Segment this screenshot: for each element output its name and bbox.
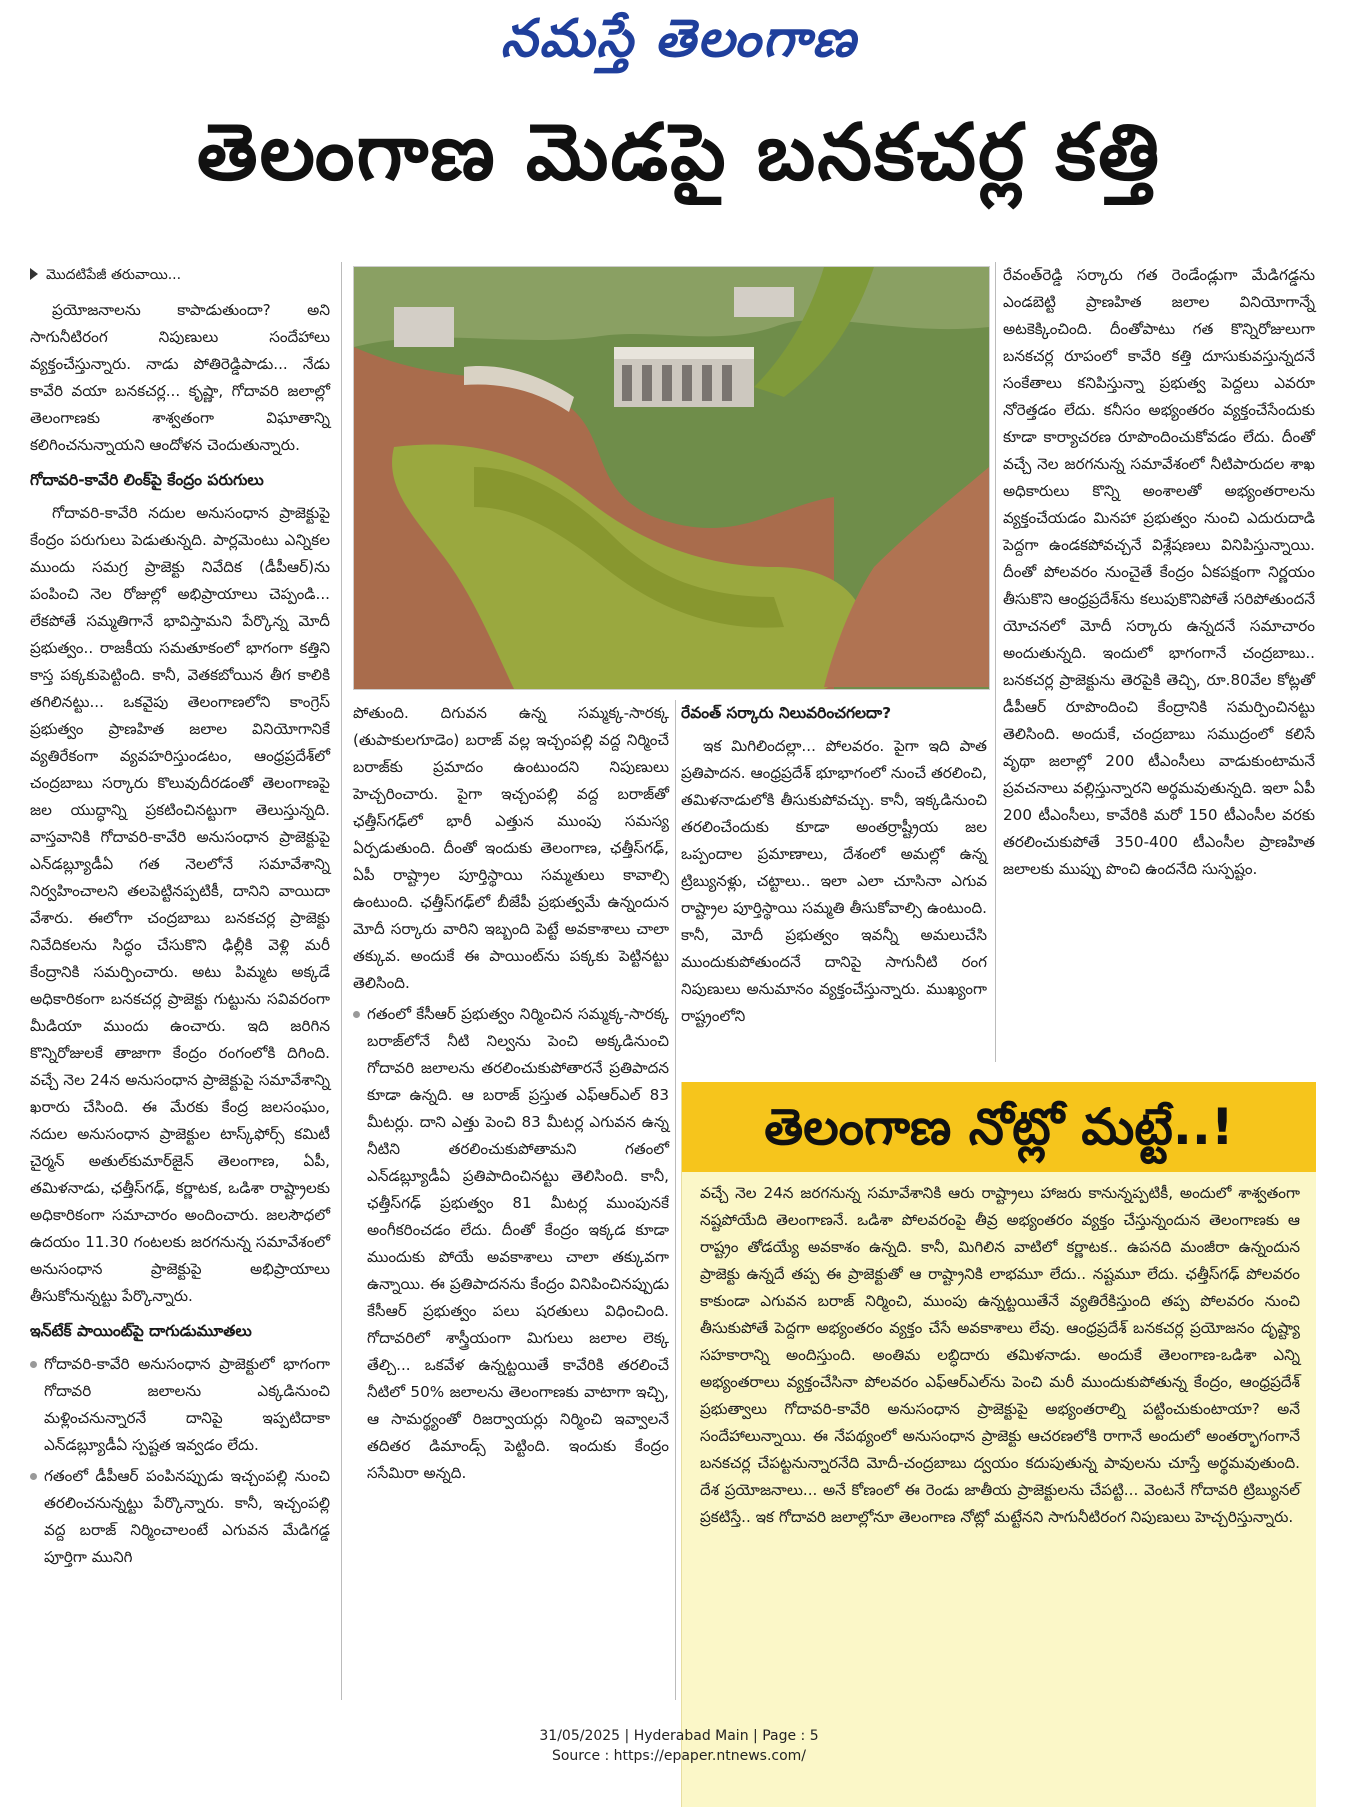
column-2: [353, 700, 669, 1491]
barrage-photo: [353, 266, 990, 690]
bullet-paragraph: గోదావరి-కావేరి అనుసంధాన ప్రాజెక్టులో భాగంగా గోదావరి జలాలను ఎక్కడినుంచి మళ్లించనున్నారనే దానిపై ఇప్పటిదాకా ఎన్‌డబ్ల్యూడీఏ స్పష్టత ఇవ్వడం లేదు.: [30, 1351, 330, 1459]
bullet-paragraph: గతంలో కేసీఆర్ ప్రభుత్వం నిర్మించిన సమ్మక్క-సారక్క బరాజ్‌లోనే నీటి నిల్వను పెంచి అక్కడినుంచి గోదావరి జలాలను తరలించుకుపోతారనే ప్రతిపాదన కూడా ఉన్నది. ఆ బరాజ్ ప్రస్తుత ఎఫ్ఆర్ఎల్ 83 మీటర్లు. దాని ఎత్తు పెంచి 83 మీటర్ల ఎగువన ఉన్న నీటిని తరలించుకుపోతామని గతంలో ఎన్‌డబ్ల్యూడీఏ ప్రతిపాదించినట్టు తెలిసింది. కానీ, ఛత్తీస్‌గఢ్ ప్రభుత్వం 81 మీటర్ల ముంపునకే అంగీకరించడం లేదు. దీంతో కేంద్రం ఇక్కడ కూడా ముందుకు పోయే అవకాశాలు చాలా తక్కువగా ఉన్నాయి. ఈ ప్రతిపాదనను కేంద్రం వినిపించినప్పుడు కేసీఆర్ ప్రభుత్వం పలు షరతులు విధించింది. గోదావరిలో శాస్త్రీయంగా మిగులు జలాల లెక్క తేల్చి... ఒకవేళ ఉన్నట్టయితే కావేరికి తరలించే నీటిలో 50% జలాలను తెలంగాణకు వాటాగా ఇచ్చి, ఆ సామర్థ్యంతో రిజర్వాయర్లు నిర్మించి ఇవ్వాలనే తదితర డిమాండ్స్ పెట్టింది. ఇందుకు కేంద్రం ససేమిరా అన్నది.: [353, 1001, 669, 1487]
callout-box: [681, 1082, 1316, 1807]
paragraph: పోతుంది. దిగువన ఉన్న సమ్మక్క-సారక్క (తుపాకులగూడెం) బరాజ్ వల్ల ఇచ్చంపల్లి వద్ద నిర్మించే బరాజ్‌కు ప్రమాదం ఉంటుందని నిపుణులు హెచ్చరించారు. పైగా ఇచ్చంపల్లి వద్ద బరాజ్‌తో ఛత్తీస్‌గఢ్‌లో భారీ ఎత్తున ముంపు సమస్య ఏర్పడుతుంది. దీంతో ఇందుకు తెలంగాణ, ఛత్తీస్‌గఢ్, ఏపీ రాష్ట్రాల పూర్తిస్థాయి సమ్మతులు కావాల్సి ఉంటుంది. ఛత్తీస్‌గఢ్‌లో బీజేపీ ప్రభుత్వమే ఉన్నందున మోదీ సర్కారు వారిని ఇబ్బంది పెట్టే అవకాశాలు చాలా తక్కువ. అందుకే ఈ పాయింట్‌ను పక్కకు పెట్టినట్టు తెలిసింది.: [353, 704, 669, 992]
column-1: [30, 262, 330, 1575]
page-headline: తెలంగాణ మెడపై బనకచర్ల కత్తి: [196, 108, 1162, 198]
subheading: ఇన్‌టేక్ పాయింట్‌పై దాగుడుమూతలు: [30, 1322, 252, 1340]
paragraph: రేవంత్‌రెడ్డి సర్కారు గత రెండేండ్లుగా మేడిగడ్డను ఎండబెట్టి ప్రాణహిత జలాల వినియోగాన్నే అటకెక్కించింది. దీంతోపాటు గత కొన్నిరోజులుగా బనకచర్ల రూపంలో కావేరి కత్తి దూసుకువస్తున్నదనే సంకేతాలు కనిపిస్తున్నా ప్రభుత్వ పెద్దలు ఎవరూ నోరెత్తడం లేదు. కనీసం అభ్యంతరం వ్యక్తంచేసేందుకు కూడా కార్యాచరణ రూపొందించుకోవడం లేదు. దీంతో వచ్చే నెల జరగనున్న సమావేశంలో నీటిపారుదల శాఖ అధికారులు కొన్ని అంశాలతో అభ్యంతరాలను వ్యక్తంచేయడం మినహా ప్రభుత్వం నుంచి ఎదురుదాడి పెద్దగా ఉండకపోవచ్చనే విశ్లేషణలు వినిపిస్తున్నాయి. దీంతో పోలవరం నుంచైతే కేంద్రం ఏకపక్షంగా నిర్ణయం తీసుకొని ఆంధ్రప్రదేశ్‌ను కలుపుకొనిపోతే సరిపోతుందనే యోచనలో మోదీ సర్కారు ఉన్నదనే సమాచారం అందుతున్నది. ఇందులో భాగంగానే చంద్రబాబు.. బనకచర్ల ప్రాజెక్టును తెరపైకి తెచ్చి, రూ.80వేల కోట్లతో డీపీఆర్ రూపొందించి కేంద్రానికి సమర్పించినట్టు తెలిసింది. అందుకే, చంద్రబాబు సముద్రంలో కలిసే వృథా జలాల్లో 200 టీఎంసీలు వాడుకుంటామనే ప్రవచనాలు వల్లిస్తున్నారని అర్థమవుతున్నది. ఇలా ఏపీ 200 టీఎంసీలు, కావేరికి మరో 150 టీఎంసీల వరకు తరలించుకుపోతే 350-400 టీఎంసీల ప్రాణహిత జలాలకు ముప్పు పొంచి ఉందనేది సుస్పష్టం.: [1003, 266, 1315, 878]
kicker-text: మొదటిపేజీ తరువాయి...: [46, 267, 182, 283]
paragraph: గోదావరి-కావేరి నదుల అనుసంధాన ప్రాజెక్టుపై కేంద్రం పరుగులు పెడుతున్నది. పార్లమెంటు ఎన్నికల ముందు సమగ్ర ప్రాజెక్టు నివేదిక (డీపీఆర్)ను పంపించి నెల రోజుల్లో అభిప్రాయాలు చెప్పండి... లేకపోతే సమ్మతిగానే భావిస్తామని పేర్కొన్న మోదీ ప్రభుత్వం.. రాజకీయ సమతూకంలో భాగంగా కత్తిని కాస్త పక్కకుపెట్టింది. కానీ, వెతకబోయిన తీగ కాలికి తగిలినట్టు... ఒకవైపు తెలంగాణలోని కాంగ్రెస్ ప్రభుత్వం ప్రాణహిత జలాల వినియోగానికే వ్యతిరేకంగా వ్యవహరిస్తుండటం, ఆంధ్రప్రదేశ్‌లో చంద్రబాబు సర్కారు కొలువుదీరడంతో తెలంగాణపై జల యుద్ధాన్ని ప్రకటించినట్టుగా తెలుస్తున్నది. వాస్తవానికి గోదావరి-కావేరి అనుసంధాన ప్రాజెక్టుపై ఎన్‌డబ్ల్యూడీఏ గత నెలలోనే సమావేశాన్ని నిర్వహించాలని తలపెట్టినప్పటికీ, దానిని వాయిదా వేశారు. ఈలోగా చంద్రబాబు బనకచర్ల ప్రాజెక్టు నివేదికలను సిద్ధం చేసుకొని ఢిల్లీకి వెళ్లి మరీ కేంద్రానికి సమర్పించారు. అటు పిమ్మట అక్కడే అధికారికంగా బనకచర్ల ప్రాజెక్టు గుట్టును సవివరంగా మీడియా ముందు ఉంచారు. ఇది జరిగిన కొన్నిరోజులకే తాజాగా కేంద్రం రంగంలోకి దిగింది. వచ్చే నెల 24న అనుసంధాన ప్రాజెక్టుపై సమావేశాన్ని ఖరారు చేసింది. ఈ మేరకు కేంద్ర జలసంఘం, నదుల అనుసంధాన ప్రాజెక్టుల టాస్క్‌ఫోర్స్ కమిటీ చైర్మన్ అతుల్‌కుమార్‌జైన్ తెలంగాణ, ఏపీ, తమిళనాడు, ఛత్తీస్‌గఢ్, కర్ణాటక, ఒడిశా రాష్ట్రాలకు అధికారికంగా సమాచారం అందించారు. జలసౌధలో ఉదయం 11.30 గంటలకు జరగనున్న సమావేశంలో అనుసంధాన ప్రాజెక్టుపై అభిప్రాయాలు తీసుకోనున్నట్టు పేర్కొన్నారు.: [30, 504, 330, 1305]
masthead-logo: నమస్తే తెలంగాణ: [500, 8, 858, 69]
chevron-right-icon: [30, 268, 38, 280]
barrage-image: [354, 267, 989, 689]
column-divider: [675, 700, 676, 1700]
paragraph: ప్రయోజనాలను కాపాడుతుందా? అని సాగునీటిరంగ నిపుణులు సందేహాలు వ్యక్తంచేస్తున్నారు. నాడు పోతిరెడ్డిపాడు... నేడు కావేరి వయా బనకచర్ల... కృష్ణా, గోదావరి జలాల్లో తెలంగాణకు శాశ్వతంగా విఘాతాన్ని కలిగించనున్నాయని ఆందోళన చెందుతున్నారు.: [30, 301, 330, 454]
subheading: గోదావరి-కావేరి లింక్‌పై కేంద్రం పరుగులు: [30, 471, 264, 489]
callout-body: వచ్చే నెల 24న జరగనున్న సమావేశానికి ఆరు రాష్ట్రాలు హాజరు కానున్నప్పటికీ, అందులో శాశ్వతంగా నష్టపోయేది తెలంగాణనే. ఒడిశా పోలవరంపై తీవ్ర అభ్యంతరం వ్యక్తం చేస్తున్నందున తెలంగాణకు ఆ రాష్ట్రం తోడయ్యే అవకాశం ఉన్నది. కానీ, మిగిలిన వాటిలో కర్ణాటక.. ఉపనది మంజీరా ఉన్నందున ప్రాజెక్టు ఉన్నదే తప్ప ఈ ప్రాజెక్టుతో ఆ రాష్ట్రానికి లాభమూ లేదు.. నష్టమూ లేదు. ఛత్తీస్‌గఢ్ పోలవరం కాకుండా ఎగువన బరాజ్ నిర్మించి, ముంపు ఉన్నట్టయితేనే వ్యతిరేకిస్తుంది తప్ప పోలవరం నుంచి తీసుకుపోతే పెద్దగా అభ్యంతరం వ్యక్తం చేసే అవకాశాలు లేవు. ఆంధ్రప్రదేశ్ బనకచర్ల ప్రయోజనం దృష్ట్యా సహకారాన్ని అందిస్తుంది. అంతిమ లబ్ధిదారు తమిళనాడు. అందుకే తెలంగాణ-ఒడిశా ఎన్ని అభ్యంతరాలు వ్యక్తంచేసినా పోలవరం ఎఫ్ఆర్ఎల్‌ను పెంచి మరీ ముందుకుపోతున్న కేంద్రం, ఆంధ్రప్రదేశ్ ప్రభుత్వాలు గోదావరి-కావేరి అనుసంధాన ప్రాజెక్టుపై అభ్యంతరాల్ని పట్టించుకుంటాయా? అనే సందేహాలున్నాయి. ఈ నేపథ్యంలో అనుసంధాన ప్రాజెక్టు ఆచరణలోకి రాగానే అందులో అంతర్భాగంగానే బనకచర్ల చేపట్టనున్నారనేది మోదీ-చంద్రబాబు ద్వయం కదుపుతున్న పావులను చూస్తే అర్థమవుతుంది. దేశ ప్రయోజనాలు... అనే కోణంలో ఈ రెండు జాతీయ ప్రాజెక్టులను చేపట్టి... వెంటనే గోదావరి ట్రిబ్యునల్ ప్రకటిస్తే.. ఇక గోదావరి జలాల్లోనూ తెలంగాణ నోట్లో మట్టేనని సాగునీటిరంగ నిపుణులు హెచ్చరిస్తున్నారు.: [700, 1184, 1300, 1526]
page-footer-date: 31/05/2025 | Hyderabad Main | Page : 5: [539, 1728, 819, 1744]
column-3: [681, 700, 987, 1034]
column-divider: [341, 262, 342, 1700]
subheading: రేవంత్ సర్కారు నిలువరించగలదా?: [681, 704, 892, 722]
page-footer-source: Source : https://epaper.ntnews.com/: [551, 1748, 807, 1764]
paragraph: ఇక మిగిలిందల్లా... పోలవరం. పైగా ఇది పాత ప్రతిపాదన. ఆంధ్రప్రదేశ్ భూభాగంలో నుంచే తరలించి, తమిళనాడులోకి తీసుకుపోవచ్చు. కానీ, ఇక్కడినుంచి తరలించేందుకు కూడా అంతర్రాష్ట్రీయ జల ఒప్పందాల ప్రమాణాలు, దేశంలో అమల్లో ఉన్న ట్రిబ్యునళ్లు, చట్టాలు.. ఇలా ఎలా చూసినా ఎగువ రాష్ట్రాల పూర్తిస్థాయి సమ్మతి తీసుకోవాల్సి ఉంటుంది. కానీ, మోదీ ప్రభుత్వం ఇవన్నీ అమలుచేసి ముందుకుపోతుందనే దానిపై సాగునీటి రంగ నిపుణులు అనుమానం వ్యక్తంచేస్తున్నారు. ముఖ్యంగా రాష్ట్రంలోని: [681, 737, 987, 1025]
callout-title: తెలంగాణ నోట్లో మట్టే..!: [682, 1082, 1316, 1172]
bullet-paragraph: గతంలో డీపీఆర్ పంపినప్పుడు ఇచ్చంపల్లి నుంచి తరలించనున్నట్టు పేర్కొన్నారు. కానీ, ఇచ్చంపల్లి వద్ద బరాజ్ నిర్మించాలంటే ఎగువన మేడిగడ్డ పూర్తిగా మునిగి: [30, 1463, 330, 1571]
column-4: [1003, 262, 1315, 887]
continued-kicker: [30, 262, 330, 289]
column-divider: [995, 262, 996, 1062]
